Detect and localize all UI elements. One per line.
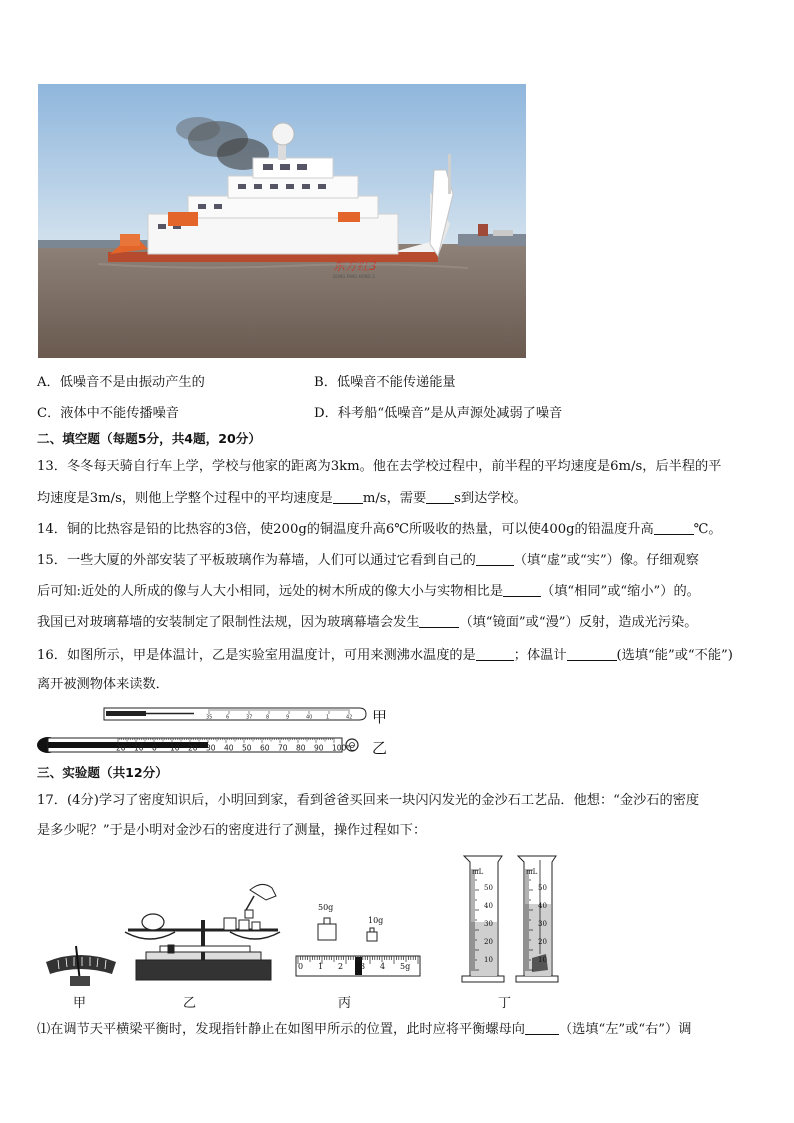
fig-label-ding: 丁 (498, 996, 512, 1011)
jia-tick-label: 40 (306, 714, 313, 721)
cyl2-tick-20: 20 (538, 938, 547, 946)
q17-line2: 是多少呢？”于是小明对金沙石的密度进行了测量，操作过程如下： (37, 823, 427, 838)
yi-tick-label: 20 (188, 743, 198, 753)
q15-text-3b: （填“镜面”或“漫”）反射，造成光污染。 (459, 615, 698, 630)
cyl2-tick-50: 50 (538, 884, 547, 892)
cyl1-tick-10: 10 (484, 956, 493, 964)
rider-label-4: 4 (380, 962, 386, 971)
option-a: A．低噪音不是由振动产生的 (37, 375, 205, 390)
q16-text-1b: ；体温计 (513, 648, 567, 663)
ship-photo (38, 84, 526, 358)
cyl2-tick-10: 10 (538, 956, 547, 964)
rider-label-2: 2 (338, 962, 344, 971)
yi-tick-label: 80 (296, 743, 306, 753)
hull-name-text: 东方红3 (333, 259, 377, 273)
q14-blank[interactable] (654, 520, 694, 535)
fig-label-jia: 甲 (73, 996, 87, 1011)
yi-tick-label: 90 (314, 743, 324, 753)
yi-tick-label: 20 (116, 743, 126, 753)
jia-tick-label: 1 (326, 714, 330, 721)
thermometer-figure (34, 700, 374, 758)
jia-tick-label: 6 (226, 714, 230, 721)
q13-text-b: m/s，需要 (362, 491, 427, 506)
q15-line2 (37, 582, 700, 601)
yi-tick-label: 40 (224, 743, 234, 753)
q17-line1: 17．(4分)学习了密度知识后，小明回到家，看到爸爸买回来一块闪闪发光的金沙石工艺品．他想：“金沙石的密度 (37, 793, 700, 808)
q13-blank-time[interactable] (426, 489, 454, 504)
cyl1-tick-20: 20 (484, 938, 493, 946)
cyl2-tick-30: 30 (538, 920, 547, 928)
fig-label-yi: 乙 (183, 996, 197, 1011)
q17-sub1 (37, 1020, 691, 1039)
yi-tick-label: 60 (260, 743, 270, 753)
q16-text-1a: 16．如图所示，甲是体温计，乙是实验室用温度计，可用来测沸水温度的是 (37, 648, 476, 663)
cyl2-tick-40: 40 (538, 902, 547, 910)
q16-blank-1[interactable] (476, 646, 514, 661)
q16-blank-2[interactable] (567, 646, 617, 661)
hull-subtext: DONG FANG HONG 3 (333, 274, 375, 279)
cyl1-unit: mL (472, 868, 484, 876)
yi-tick-label: 70 (278, 743, 288, 753)
yi-tick-label: 10 (134, 743, 144, 753)
jia-tick-label: 42 (346, 714, 353, 721)
rider-label-0: 0 (298, 962, 304, 971)
q13-blank-speed[interactable] (333, 489, 363, 504)
label-jia: 甲 (372, 708, 388, 726)
q16-line1 (37, 646, 733, 665)
q14-text: 14．铜的比热容是铅的比热容的3倍，使200g的铜温度升高6℃所吸收的热量，可以使400g的铅温度升高 (37, 522, 654, 537)
q13-text-a: 均速度是3m/s，则他上学整个过程中的平均速度是 (37, 491, 333, 506)
jia-tick-label: 35 (206, 714, 213, 721)
q15-text-2b: （填“相同”或“缩小”）的。 (541, 584, 700, 599)
fig-label-bing: 丙 (338, 996, 352, 1011)
q15-line1 (37, 551, 699, 570)
q13-text-c: s到达学校。 (454, 491, 527, 506)
weight-50g-label: 50g (318, 903, 334, 912)
cyl1-tick-40: 40 (484, 902, 493, 910)
clinical-thermometer (104, 708, 366, 721)
rider-label-3: 3 (360, 962, 366, 971)
q15-text-1b: （填“虚”或“实”）像。仔细观察 (513, 553, 699, 568)
yi-tick-label: 100℃ (332, 743, 355, 753)
cyl1-tick-50: 50 (484, 884, 493, 892)
q15-blank-2[interactable] (503, 582, 541, 597)
q17-blank-1[interactable] (525, 1020, 559, 1035)
yi-tick-label: 10 (170, 743, 180, 753)
label-yi: 乙 (372, 739, 388, 757)
weight-10g-label: 10g (368, 916, 384, 925)
cyl1-tick-labels (484, 879, 493, 969)
cyl2-unit: mL (526, 868, 538, 876)
q16-line2: 离开被测物体来读数． (37, 677, 169, 692)
section2-title: 二、填空题（每题5分，共4题，20分） (37, 431, 261, 446)
cyl2-tick-labels (538, 879, 547, 969)
q13-line2 (37, 489, 527, 508)
q13-line1: 13．冬冬每天骑自行车上学，学校与他家的距离为3km。他在去学校过程中，前半程的平均速度是6m/s，后半程的平 (37, 459, 722, 474)
cyl1-tick-30: 30 (484, 920, 493, 928)
balance-pointer-scale (46, 946, 116, 986)
q15-text-2a: 后可知:近处的人所成的像与人大小相同，远处的树木所成的像大小与实物相比是 (37, 584, 504, 599)
yi-tick-label: 50 (242, 743, 252, 753)
q15-blank-1[interactable] (476, 551, 514, 566)
yi-tick-label: 30 (206, 743, 216, 753)
q15-line3 (37, 613, 697, 632)
q15-text-3a: 我国已对玻璃幕墙的安装制定了限制性法规，因为玻璃幕墙会发生 (37, 615, 420, 630)
jia-tick-label: 9 (286, 714, 290, 721)
lab-thermometer (37, 737, 358, 753)
rider-label-1: 1 (318, 962, 324, 971)
balance-scale (125, 884, 280, 980)
jia-tick-label: 8 (266, 714, 270, 721)
q17-sub1-text-a: ⑴在调节天平横梁平衡时，发现指针静止在如图甲所示的位置，此时应将平衡螺母向 (37, 1022, 525, 1037)
jia-tick-label: 37 (246, 714, 253, 721)
rider-label-5g: 5g (400, 962, 411, 971)
option-d: D．科考船“低噪音”是从声源处减弱了噪音 (314, 406, 563, 421)
section3-title: 三、实验题（共12分） (37, 765, 168, 780)
q16-text-1c: (选填“能”或“不能”) (616, 648, 733, 663)
yi-tick-label: 0 (152, 743, 157, 753)
option-c: C．液体中不能传播噪音 (37, 406, 179, 421)
q17-sub1-text-b: （选填“左”或“右”）调 (558, 1022, 692, 1037)
q15-text-1a: 15．一些大厦的外部安装了平板玻璃作为幕墙，人们可以通过它看到自己的 (37, 553, 476, 568)
q15-blank-3[interactable] (419, 613, 459, 628)
q14-line (37, 520, 722, 539)
option-b: B．低噪音不能传递能量 (314, 375, 456, 390)
q14-unit: ℃。 (693, 522, 722, 537)
rider-scale-labels (296, 962, 420, 976)
